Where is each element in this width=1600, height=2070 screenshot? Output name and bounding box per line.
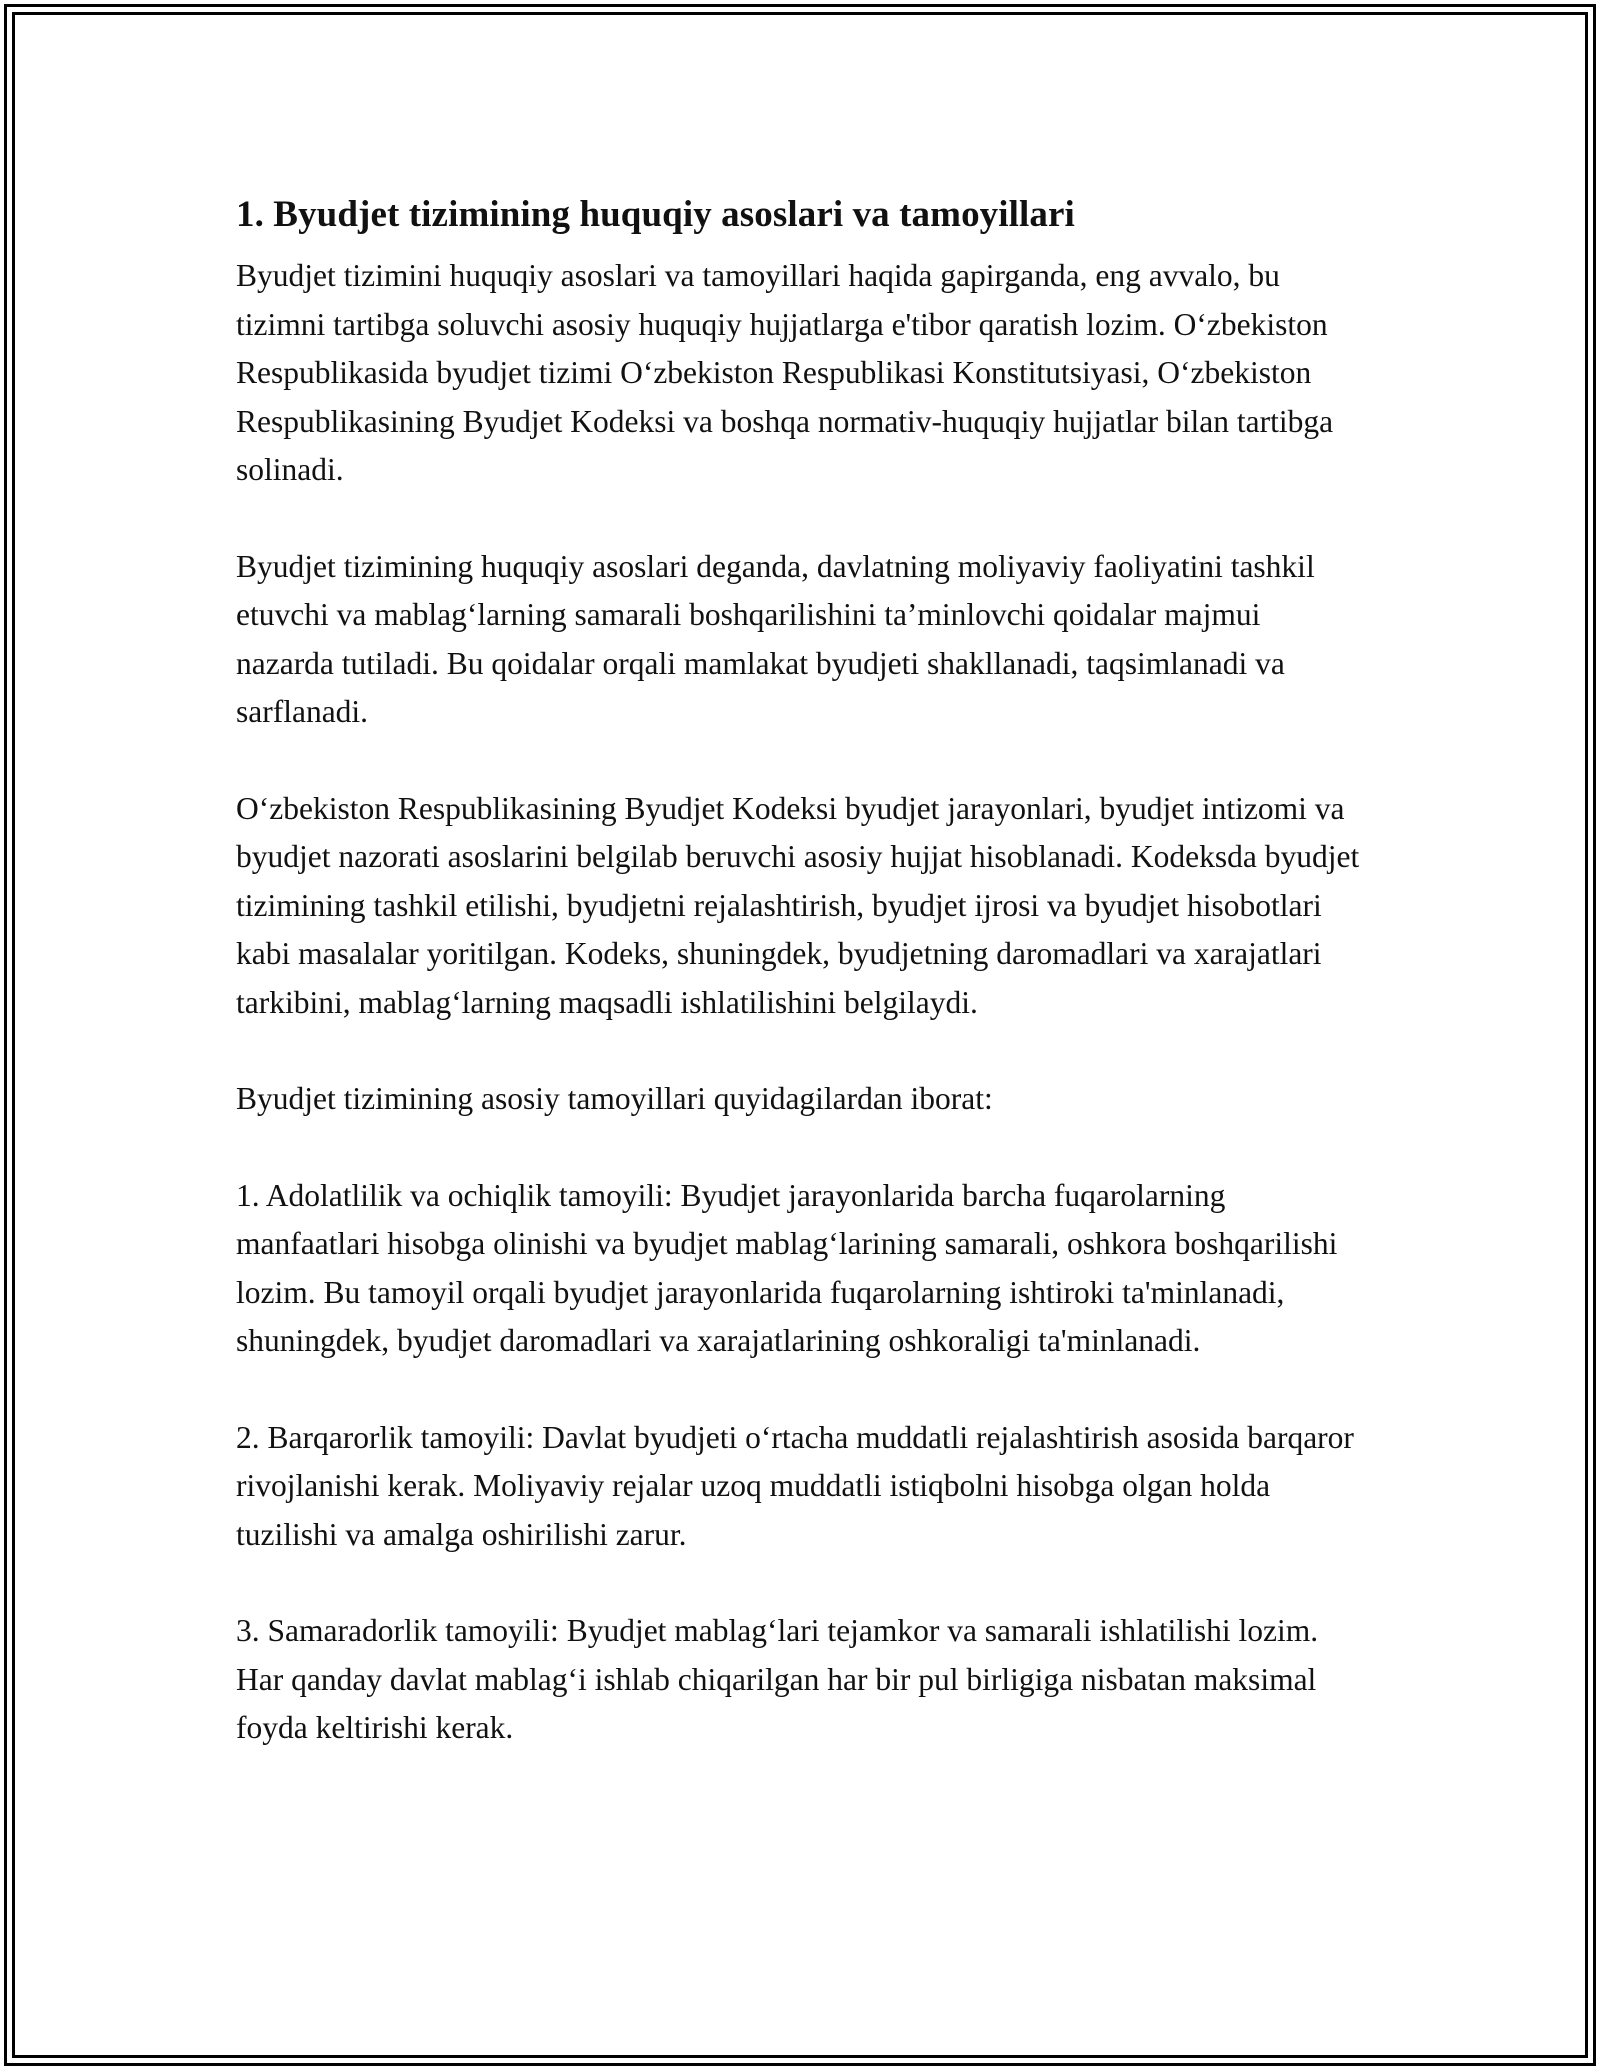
- list-item-stability-principle: 2. Barqarorlik tamoyili: Davlat byudjeti o‘rtacha muddatli rejalashtirish asosida barqaror rivojlanishi kerak. Moliyaviy rejalar uzoq muddatli istiqbolni hisobga olgan holda tuzilishi va amalga oshirilishi zarur.: [236, 1419, 1354, 1552]
- paragraph-budget-code: O‘zbekiston Respublikasining Byudjet Kodeksi byudjet jarayonlari, byudjet intizomi va byudjet nazorati asoslarini belgilab beruvchi asosiy hujjat hisoblanadi. Kodeksda byudjet tizimining tashkil etilishi, byudjetni rejalashtirish, byudjet ijrosi va byudjet hisobotlari kabi masalalar yoritilgan. Kodeks, shuningdek, byudjetning daromadlari va xarajatlari tarkibini, mablag‘larning maqsadli ishlatilishini belgilaydi.: [236, 790, 1360, 1020]
- paragraph-legal-basis-definition: Byudjet tizimining huquqiy asoslari deganda, davlatning moliyaviy faoliyatini tashkil etuvchi va mablag‘larning samarali boshqarilishini ta’minlovchi qoidalar majmui nazarda tutiladi. Bu qoidalar orqali mamlakat byudjeti shakllanadi, taqsimlanadi va sarflanadi.: [236, 548, 1315, 729]
- section-heading: 1. Byudjet tizimining huquqiy asoslari va tamoyillari: [236, 194, 1075, 235]
- list-item-fairness-principle: 1. Adolatlilik va ochiqlik tamoyili: Byudjet jarayonlarida barcha fuqarolarning manfaatlari hisobga olinishi va byudjet mablag‘larining samarali, oshkora boshqarilishi lozim. Bu tamoyil orqali byudjet jarayonlarida fuqarolarning ishtiroki ta'minlanadi, shuningdek, byudjet daromadlari va xarajatlarining oshkoraligi ta'minlanadi.: [236, 1177, 1338, 1358]
- paragraph-legal-framework: Byudjet tizimini huquqiy asoslari va tamoyillari haqida gapirganda, eng avvalo, bu tizimni tartibga soluvchi asosiy huquqiy hujjatlarga e'tibor qaratish lozim. O‘zbekiston Respublikasida byudjet tizimi O‘zbekiston Respublikasi Konstitutsiyasi, O‘zbekiston Respublikasining Byudjet Kodeksi va boshqa normativ-huquqiy hujjatlar bilan tartibga solinadi.: [236, 258, 1334, 487]
- list-item-efficiency-principle: 3. Samaradorlik tamoyili: Byudjet mablag‘lari tejamkor va samarali ishlatilishi lozim. Har qanday davlat mablag‘i ishlab chiqarilgan har bir pul birligiga nisbatan maksimal foyda keltirishi kerak.: [236, 1613, 1319, 1745]
- document-body: [236, 182, 1366, 1753]
- paragraph-principles-intro: Byudjet tizimining asosiy tamoyillari quyidagilardan iborat:: [236, 1081, 993, 1116]
